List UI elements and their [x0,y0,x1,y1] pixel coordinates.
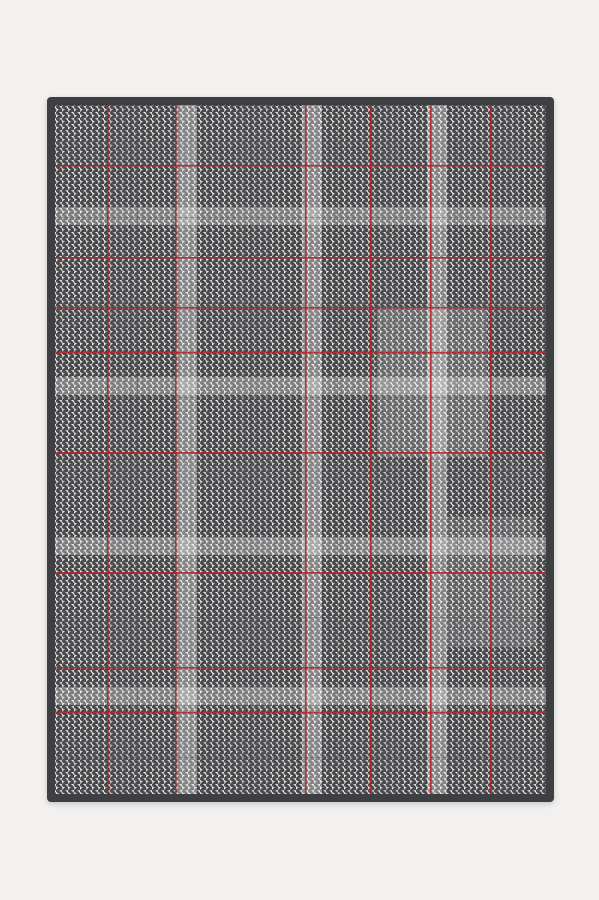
red-vertical-stripe [175,105,177,794]
thin-horizontal-stripe [55,397,546,398]
red-vertical-stripe [370,105,372,794]
rug-pattern [47,97,554,802]
thin-vertical-stripe [337,105,338,794]
faded-patch [377,307,487,457]
red-horizontal-stripe [55,712,546,714]
red-vertical-stripe [490,105,492,794]
faded-patch [447,517,537,647]
red-vertical-stripe [305,105,307,794]
red-vertical-stripe [107,105,109,794]
thin-vertical-stripe [457,105,458,794]
red-horizontal-stripe [55,307,546,309]
red-horizontal-stripe [55,352,546,354]
light-horizontal-band [55,207,546,225]
red-horizontal-stripe [55,257,546,259]
red-horizontal-stripe [55,667,546,669]
thin-vertical-stripe [137,105,138,794]
red-horizontal-stripe [55,452,546,454]
red-horizontal-stripe [55,572,546,574]
red-vertical-stripe [430,105,432,794]
thin-horizontal-stripe [55,617,546,618]
thin-horizontal-stripe [55,757,546,758]
light-horizontal-band [55,687,546,705]
plaid-rug [47,97,554,802]
thin-horizontal-stripe [55,217,546,218]
red-horizontal-stripe [55,165,546,167]
